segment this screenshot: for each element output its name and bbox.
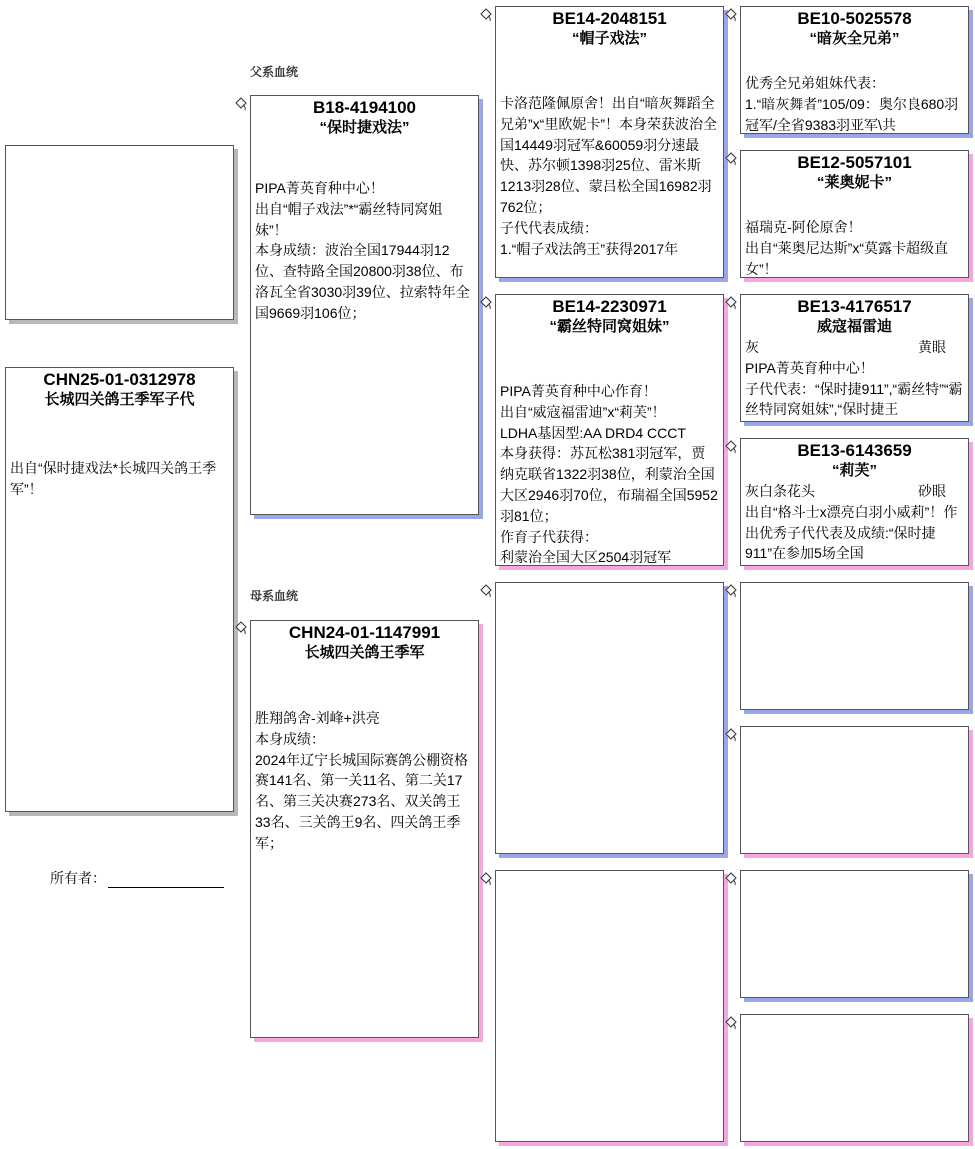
sire-dam-card[interactable] xyxy=(495,294,724,566)
sd-sire-card[interactable] xyxy=(740,294,969,422)
ss-dam-description xyxy=(741,217,968,278)
sd-dam-color: 灰白条花头 xyxy=(745,483,815,499)
subject-line: 出自“保时捷戏法*长城四关鸽王季军”！ xyxy=(10,460,217,497)
owner-field[interactable] xyxy=(50,868,224,888)
sire-line-label: 父系血统 xyxy=(250,65,299,79)
ss-sire-ring-number: BE10-5025578 xyxy=(797,9,912,28)
sd-dam-card[interactable] xyxy=(740,438,969,566)
paint-bucket-icon[interactable] xyxy=(479,872,493,886)
sd-dam-description xyxy=(741,481,968,564)
sd-sire-color-eye-row xyxy=(745,337,964,358)
ss-sire-name: “暗灰全兄弟” xyxy=(809,30,900,47)
ss-sire-card[interactable] xyxy=(740,6,969,134)
sd-sire-eye: 黄眼 xyxy=(918,339,946,355)
dam-line: 2024年辽宁长城国际赛鸽公棚资格赛141名、第一关11名、第二关17名、第三关决赛273名、双关鸽王33名、三关鸽王9名、四关鸽王季军； xyxy=(255,751,469,851)
ss-sire-description xyxy=(741,73,968,134)
ds-sire-card[interactable] xyxy=(740,582,969,710)
paint-bucket-icon[interactable] xyxy=(724,872,738,886)
paint-bucket-icon[interactable] xyxy=(724,152,738,166)
sire-dam-line: LDHA基因型:AA DRD4 CCCT xyxy=(500,424,686,441)
sire-dam-description xyxy=(496,381,723,566)
paint-bucket-icon[interactable] xyxy=(724,728,738,742)
sire-line: 本身成绩：波治全国17944羽12位、查特路全国20800羽38位、布洛瓦全省3030羽39位、拉索特年全国9669羽106位； xyxy=(255,242,470,321)
sire-dam-ring-number: BE14-2230971 xyxy=(552,297,667,316)
subject-description xyxy=(6,458,233,500)
paint-bucket-icon[interactable] xyxy=(479,8,493,22)
sire-dam-name: “霸丝特同窝姐妹” xyxy=(549,318,670,335)
ss-sire-line: 优秀全兄弟姐妹代表： xyxy=(745,75,885,91)
sire-line: 出自“帽子戏法”*“霸丝特同窝姐妹”！ xyxy=(255,200,443,238)
dd-dam-card[interactable] xyxy=(740,1014,969,1142)
sire-dam-line: 本身获得：苏瓦松381羽冠军，贾纳克联省1322羽38位，利蒙治全国大区2946羽70位，布瑞福全国5952羽81位； xyxy=(500,445,718,524)
paint-bucket-icon[interactable] xyxy=(724,440,738,454)
sd-dam-line: 出自“格斗士x漂亮白羽小威莉”！作出优秀子代代表及成绩:“保时捷911”在参加5场全国 xyxy=(745,503,958,562)
owner-label: 所有者： xyxy=(50,870,106,886)
dam-ring-number: CHN24-01-1147991 xyxy=(288,623,441,642)
paint-bucket-icon[interactable] xyxy=(234,621,248,635)
sire-description xyxy=(251,178,478,324)
paint-bucket-icon[interactable] xyxy=(724,296,738,310)
sire-dam-line: 作育子代获得： xyxy=(500,528,598,545)
sire-dam-line: 利蒙治全国大区2504羽冠军 xyxy=(500,549,672,566)
paint-bucket-icon[interactable] xyxy=(234,97,248,111)
sd-sire-line: PIPA菁英育种中心！ xyxy=(745,359,874,376)
sd-dam-ring-number: BE13-6143659 xyxy=(797,441,912,460)
dam-line-label: 母系血统 xyxy=(250,589,299,603)
dam-dam-card[interactable] xyxy=(495,870,724,1142)
paint-bucket-icon[interactable] xyxy=(479,584,493,598)
owner-blank-line[interactable] xyxy=(108,873,224,888)
sire-card[interactable] xyxy=(250,95,479,515)
ss-dam-line: 福瑞克-阿伦原舍！ xyxy=(745,219,862,235)
dam-description xyxy=(251,708,478,854)
ss-dam-line: 出自“莱奥尼达斯”x“莫露卡超级直女”！ xyxy=(745,239,948,277)
sd-dam-name: “莉芙” xyxy=(831,462,877,479)
sire-ring-number: B18-4194100 xyxy=(312,98,417,117)
paint-bucket-icon[interactable] xyxy=(724,1016,738,1030)
sire-line: PIPA菁英育种中心！ xyxy=(255,180,384,196)
sire-name: “保时捷戏法” xyxy=(319,119,410,136)
subject-card[interactable] xyxy=(5,367,234,812)
dam-line: 胜翔鸽舍-刘峰+洪亮 xyxy=(255,710,380,726)
sire-dam-line: PIPA菁英育种中心作育！ xyxy=(500,383,657,399)
sire-sire-line: 1.“帽子戏法鸽王”获得2017年 xyxy=(500,240,679,257)
photo-box[interactable] xyxy=(5,145,234,320)
sd-sire-ring-number: BE13-4176517 xyxy=(797,297,912,316)
sd-dam-eye: 砂眼 xyxy=(918,483,946,499)
sire-sire-card[interactable] xyxy=(495,6,724,278)
dam-card[interactable] xyxy=(250,620,479,1038)
ds-dam-card[interactable] xyxy=(740,726,969,854)
sd-sire-line: 子代代表：“保时捷911”,“霸丝特”“霸丝特同窝姐妹”,“保时捷王 xyxy=(745,380,963,418)
dam-sire-card[interactable] xyxy=(495,582,724,854)
sire-sire-name: “帽子戏法” xyxy=(571,30,647,47)
sd-sire-color: 灰 xyxy=(745,339,759,355)
subject-name: 长城四关鸽王季军子代 xyxy=(44,391,195,408)
sire-sire-line: 子代代表成绩： xyxy=(500,219,598,236)
paint-bucket-icon[interactable] xyxy=(724,8,738,22)
paint-bucket-icon[interactable] xyxy=(479,296,493,310)
dam-name: 长城四关鸽王季军 xyxy=(304,644,425,661)
sd-dam-color-eye-row xyxy=(745,481,964,502)
sd-sire-name: 威寇福雷迪 xyxy=(816,318,892,335)
subject-ring-number: CHN25-01-0312978 xyxy=(43,370,196,389)
sire-sire-ring-number: BE14-2048151 xyxy=(552,9,667,28)
ss-dam-ring-number: BE12-5057101 xyxy=(797,153,912,172)
dd-sire-card[interactable] xyxy=(740,870,969,998)
sire-sire-line: 卡洛范隆佩原舍！出自“暗灰舞蹈全兄弟”x“里欧妮卡”！本身荣获波治全国14449羽冠军&60059羽分速最快、苏尔顿1398羽25位、雷米斯1213羽28位、蒙吕松全国16982羽762位； xyxy=(500,95,717,215)
sire-dam-line: 出自“威寇福雷迪”x“莉芙”！ xyxy=(500,403,666,420)
paint-bucket-icon[interactable] xyxy=(724,584,738,598)
ss-sire-line: 1.“暗灰舞者”105/09：奥尔良680羽冠军/全省9383羽亚军\共 xyxy=(745,95,959,133)
ss-dam-name: “莱奥妮卡” xyxy=(816,174,892,191)
sd-sire-description xyxy=(741,337,968,420)
sire-sire-description xyxy=(496,93,723,259)
ss-dam-card[interactable] xyxy=(740,150,969,278)
dam-line: 本身成绩： xyxy=(255,730,325,747)
